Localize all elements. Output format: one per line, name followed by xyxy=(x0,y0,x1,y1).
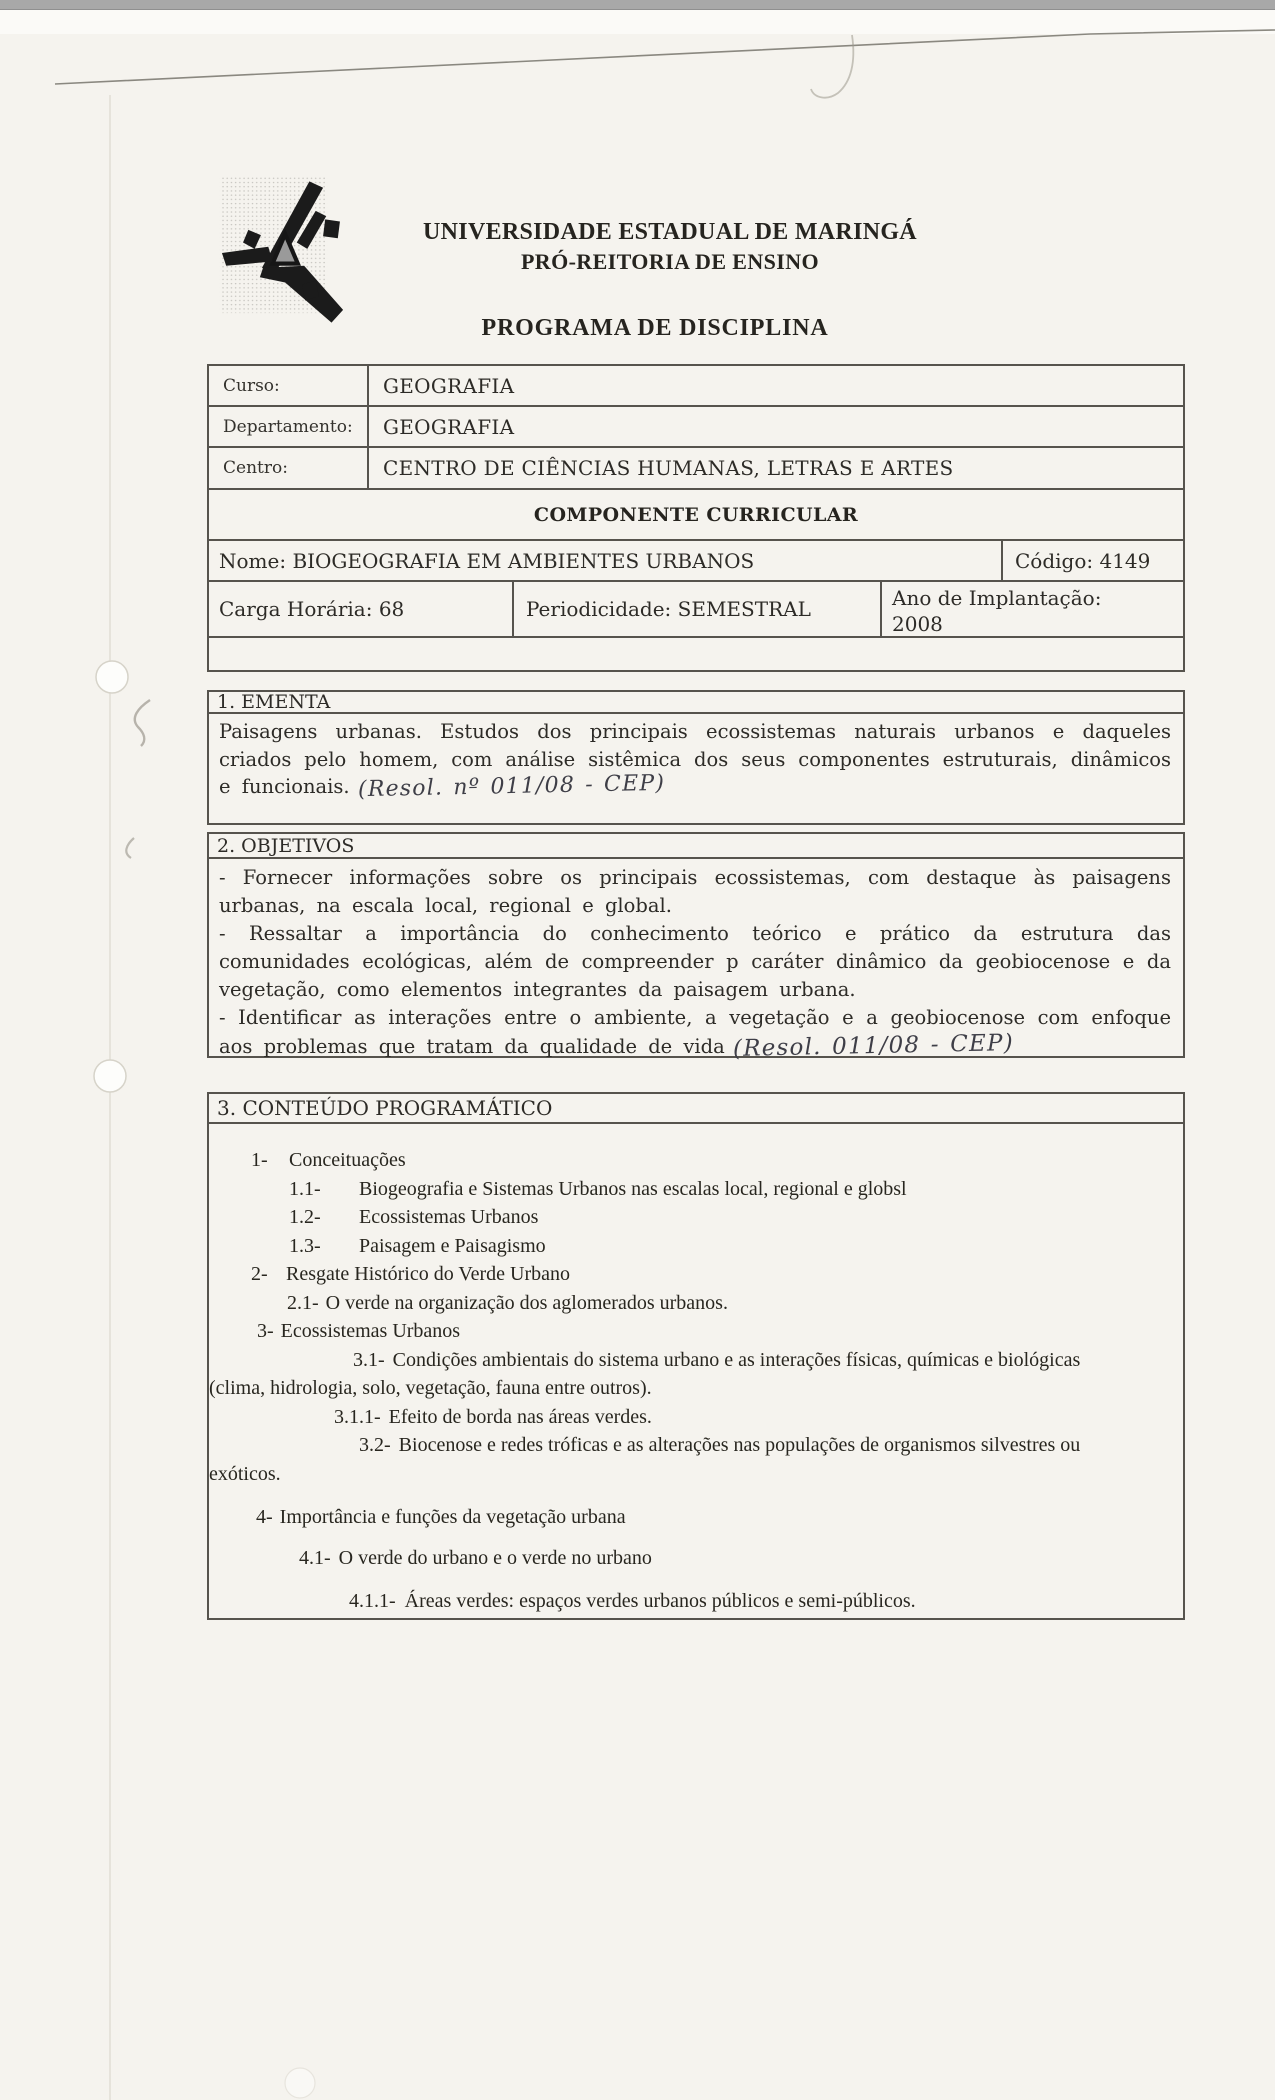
margin-pen-mark xyxy=(135,700,150,746)
scan-background-strip xyxy=(0,10,1275,34)
objetivos-body xyxy=(209,859,1183,1061)
conteudo-item: 1.3- Paisagem e Paisagismo xyxy=(289,1234,546,1257)
table-row-curso xyxy=(209,366,1183,407)
table-row-empty xyxy=(209,638,1183,670)
objetivo-item: - Ressaltar a importância do conhecimento teórico e prático da estrutura das comunidades ecológicas, além de compreender p caráter dinâmico da geobiocenose e da vegetação, como elementos integrantes da paisagem urbana. xyxy=(219,922,1171,1001)
codigo-disciplina: Código: 4149 xyxy=(1015,548,1151,573)
nome-disciplina: Nome: BIOGEOGRAFIA EM AMBIENTES URBANOS xyxy=(209,541,1003,580)
objetivo-item: - Identificar as interações entre o ambiente, a vegetação e a geobiocenose com enfoque aos problemas que tratam da qualidade de vida (Resol. 011/08 - CEP) xyxy=(219,1006,1171,1062)
conteudo-item: 4.1.1- Áreas verdes: espaços verdes urbanos públicos e semi-públicos. xyxy=(349,1590,916,1612)
ano-implantacao xyxy=(882,582,1183,636)
punch-hole xyxy=(94,1060,126,1092)
conteudo-item: 4.1- O verde do urbano e o verde no urbano xyxy=(299,1546,652,1569)
conteudo-body xyxy=(209,1124,1183,1616)
document-title: PROGRAMA DE DISCIPLINA xyxy=(481,315,829,341)
section-conteudo-programatico xyxy=(207,1092,1185,1620)
punch-hole xyxy=(96,661,128,693)
conteudo-item: 2- Resgate Histórico do Verde Urbano xyxy=(251,1263,571,1285)
university-name: UNIVERSIDADE ESTADUAL DE MARINGÁ xyxy=(423,219,917,245)
conteudo-item: 3.1.1- Efeito de borda nas áreas verdes. xyxy=(334,1405,652,1428)
ano-implantacao-label: Ano de Implantação: xyxy=(892,586,1102,610)
departamento-value: GEOGRAFIA xyxy=(383,414,515,439)
scanner-edge-bar xyxy=(0,0,1275,10)
conteudo-item: 3.2- Biocenose e redes tróficas e as alterações nas populações de organismos silvestres ou exóticos. xyxy=(209,1434,1081,1485)
periodicidade: Periodicidade: SEMESTRAL xyxy=(514,582,882,636)
ementa-body xyxy=(209,714,1183,801)
carga-horaria: Carga Horária: 68 xyxy=(209,582,514,636)
conteudo-item: 3.1- Condições ambientais do sistema urbano e as interações físicas, químicas e biológicas (clima, hidrologia, solo, vegetação, fauna entre outros). xyxy=(209,1348,1081,1399)
ano-implantacao-value: 2008 xyxy=(892,612,943,636)
ementa-title: 1. EMENTA xyxy=(209,692,1183,714)
table-row-nome xyxy=(209,541,1183,582)
conteudo-item: 1.1- Biogeografia e Sistemas Urbanos nas escalas local, regional e globsl xyxy=(289,1177,907,1200)
handwritten-resolution-note: (Resol. 011/08 - CEP) xyxy=(732,1030,1014,1062)
componente-curricular-banner: COMPONENTE CURRICULAR xyxy=(209,490,1183,541)
centro-label: Centro: xyxy=(209,448,369,488)
objetivos-title: 2. OBJETIVOS xyxy=(209,834,1183,859)
conteudo-item: 2.1- O verde na organização dos aglomerados urbanos. xyxy=(287,1291,728,1314)
section-objetivos xyxy=(207,832,1185,1062)
curso-value: GEOGRAFIA xyxy=(383,373,515,398)
section-ementa xyxy=(207,690,1185,825)
punch-hole xyxy=(285,2068,315,2098)
table-row-carga xyxy=(209,582,1183,638)
conteudo-item: 1- Conceituações xyxy=(251,1149,406,1171)
objetivo-item: - Fornecer informações sobre os principais ecossistemas, com destaque às paisagens urbanas, na escala local, regional e global. xyxy=(219,866,1171,917)
conteudo-item: 1.2- Ecossistemas Urbanos xyxy=(289,1206,539,1228)
margin-pen-mark xyxy=(126,838,134,858)
course-info-table xyxy=(207,364,1185,672)
conteudo-title: 3. CONTEÚDO PROGRAMÁTICO xyxy=(209,1094,1183,1124)
table-row-centro xyxy=(209,448,1183,490)
centro-value: CENTRO DE CIÊNCIAS HUMANAS, LETRAS E ARTES xyxy=(383,456,954,480)
handwritten-resolution-note: (Resol. nº 011/08 - CEP) xyxy=(357,770,665,803)
conteudo-item: 4- Importância e funções da vegetação urbana xyxy=(256,1506,626,1528)
ementa-text: Paisagens urbanas. Estudos dos principais ecossistemas naturais urbanos e daqueles criados pelo homem, com análise sistêmica dos seus componentes estruturais, dinâmicos e funcionais. (Resol. nº 011/08 - CEP) xyxy=(219,720,1171,803)
university-office: PRÓ-REITORIA DE ENSINO xyxy=(520,249,820,274)
table-row-departamento xyxy=(209,407,1183,448)
curso-label: Curso: xyxy=(209,366,369,405)
conteudo-item: 3- Ecossistemas Urbanos xyxy=(257,1320,461,1342)
uem-logo-icon xyxy=(212,173,352,331)
departamento-label: Departamento: xyxy=(209,407,369,446)
